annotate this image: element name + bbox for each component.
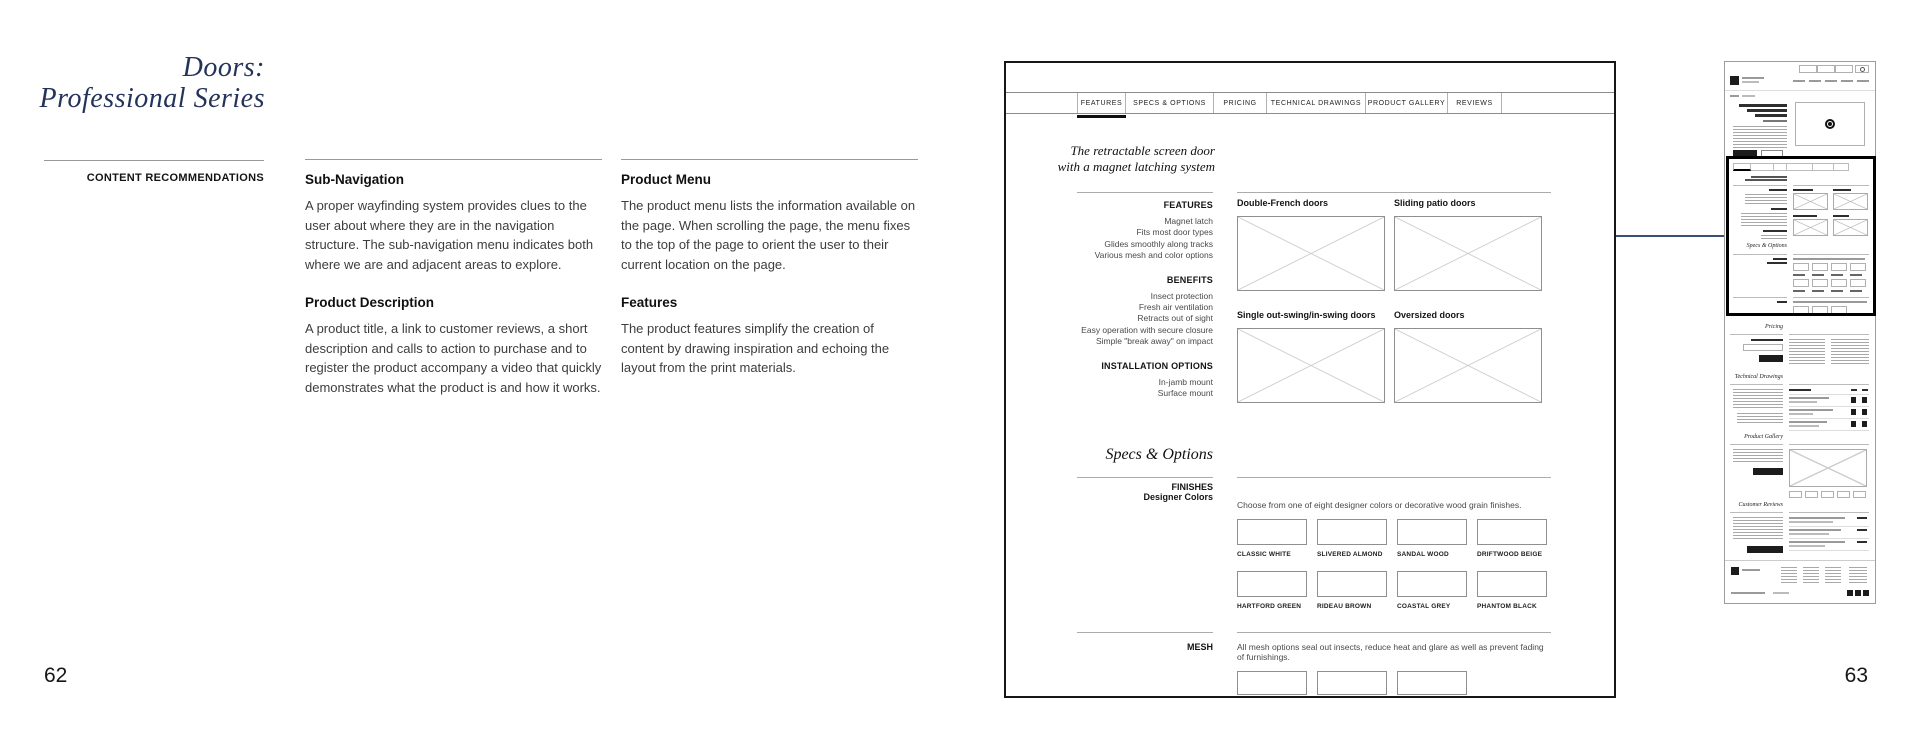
finishes-label: FINISHES xyxy=(1171,482,1213,492)
thumb-swatch-label xyxy=(1850,290,1862,292)
block-heading: Product Description xyxy=(305,295,435,310)
thumb-review-line xyxy=(1789,533,1829,535)
thumb-search-cell xyxy=(1855,65,1869,73)
door-types-grid xyxy=(1237,192,1551,417)
thumb-footer-column xyxy=(1803,567,1819,583)
swatch-box xyxy=(1317,571,1387,597)
thumb-logo-sub xyxy=(1742,81,1759,83)
thumb-rule xyxy=(1789,406,1869,407)
thumb-rule xyxy=(1793,185,1869,186)
mesh-swatch[interactable] xyxy=(1317,671,1387,695)
thumb-tab xyxy=(1733,163,1751,171)
color-swatch[interactable] xyxy=(1397,571,1467,610)
thumb-rule xyxy=(1730,384,1783,385)
feature-item: In-jamb mount xyxy=(1158,376,1213,387)
thumb-swatch xyxy=(1793,306,1809,314)
swatch-label: SLIVERED ALMOND xyxy=(1317,551,1383,558)
thumb-breadcrumb xyxy=(1742,95,1755,97)
thumb-row-line xyxy=(1789,397,1829,399)
rule xyxy=(1077,192,1213,193)
mesh-sidebar xyxy=(1006,632,1213,652)
thumb-nav-item xyxy=(1857,80,1869,82)
thumb-swatch-label xyxy=(1831,290,1843,292)
column-divider xyxy=(621,159,918,160)
thumb-swatch xyxy=(1850,263,1866,271)
thumb-tab xyxy=(1751,163,1774,171)
block-heading: Features xyxy=(621,295,678,310)
swatch-label: COASTAL GREY xyxy=(1397,603,1451,610)
swatch-label: DRIFTWOOD BEIGE xyxy=(1477,551,1543,558)
block-body: The product features simplify the creation of content by drawing inspiration and echoing the layout from the print materials. xyxy=(621,321,890,375)
page-title-line1: Doors: xyxy=(182,52,265,83)
door-type-cell xyxy=(1394,305,1542,403)
swatch-box xyxy=(1237,571,1307,597)
thumb-swatch-label xyxy=(1793,290,1805,292)
thumb-x-placeholder xyxy=(1793,193,1828,210)
thumb-group-heading xyxy=(1763,230,1787,232)
thumb-rule xyxy=(1725,90,1875,91)
thumb-rule xyxy=(1733,254,1787,255)
thumb-group-heading xyxy=(1769,189,1787,191)
thumb-swatch xyxy=(1831,263,1847,271)
thumb-x-placeholder xyxy=(1789,449,1867,487)
thumb-nav-item xyxy=(1793,80,1805,82)
thumb-footer-legal xyxy=(1773,592,1789,594)
group-heading: BENEFITS xyxy=(1166,274,1213,285)
thumb-label xyxy=(1767,262,1787,264)
thumb-swatch xyxy=(1812,279,1828,287)
thumb-swatch-label xyxy=(1793,274,1805,276)
door-type-cell xyxy=(1237,305,1385,403)
mesh-label: MESH xyxy=(1186,642,1213,652)
rule xyxy=(1237,632,1551,633)
swatch-row-2 xyxy=(1237,571,1551,610)
swatch-box xyxy=(1477,519,1547,545)
thumb-util-cell xyxy=(1799,65,1817,73)
thumb-gallery-thumb xyxy=(1837,491,1850,498)
thumb-row-line xyxy=(1789,409,1833,411)
tagline-line2: with a magnet latching system xyxy=(1057,159,1215,174)
color-swatch[interactable] xyxy=(1237,571,1307,610)
thumb-footer-logo xyxy=(1731,567,1739,575)
swatch-box xyxy=(1237,519,1307,545)
feature-item: Insect protection xyxy=(1150,290,1213,301)
thumb-rule xyxy=(1789,512,1869,513)
group-heading: FEATURES xyxy=(1163,200,1213,210)
rule xyxy=(1077,477,1213,478)
thumb-rule xyxy=(1789,430,1869,431)
feature-item: Retracts out of sight xyxy=(1137,313,1213,324)
specs-options-heading: Specs & Options xyxy=(1105,446,1213,463)
feature-item: Simple "break away" on impact xyxy=(1095,336,1213,347)
rule xyxy=(1077,632,1213,633)
swatch-label: HARTFORD GREEN xyxy=(1237,603,1302,610)
image-placeholder-x xyxy=(1394,216,1542,291)
thumb-list xyxy=(1745,194,1787,204)
door-type-label: Oversized doors xyxy=(1394,310,1465,320)
block-heading: Product Menu xyxy=(621,172,711,187)
x-placeholder-icon xyxy=(1238,329,1384,402)
block-body: A proper wayfinding system provides clues to the user about where they are in the navigation structure. The sub-navigation menu indicates both where we are and adjacent areas to explore. xyxy=(305,198,594,272)
download-icon xyxy=(1862,421,1867,427)
thumb-paragraph xyxy=(1733,449,1783,463)
thumb-rule xyxy=(1730,512,1783,513)
thumb-footer-logo-text xyxy=(1742,569,1760,571)
thumb-text-line xyxy=(1793,301,1867,303)
thumb-tab xyxy=(1813,163,1834,171)
product-tagline xyxy=(1006,143,1215,175)
thumb-row-line xyxy=(1789,413,1813,415)
swatch-label: RIDEAU BROWN xyxy=(1317,603,1372,610)
thumb-paragraph xyxy=(1733,389,1783,409)
swatch-box xyxy=(1397,571,1467,597)
column-divider xyxy=(305,159,602,160)
thumb-rule xyxy=(1789,334,1869,335)
thumb-swatch xyxy=(1831,279,1847,287)
thumb-table-header xyxy=(1789,389,1811,391)
thumb-door-label xyxy=(1793,215,1817,217)
thumb-gallery-thumb xyxy=(1789,491,1802,498)
thumb-list xyxy=(1761,235,1787,240)
page-number-right: 63 xyxy=(1844,664,1868,687)
color-swatch[interactable] xyxy=(1477,571,1547,610)
thumb-label xyxy=(1751,339,1783,341)
thumb-rule xyxy=(1725,560,1875,561)
color-swatch[interactable] xyxy=(1317,519,1387,558)
thumb-swatch xyxy=(1850,279,1866,287)
block-body: A product title, a link to customer reviews, a short description and calls to action to purchase and to register the product accompany a video that quickly demonstrates what the product is and how it works. xyxy=(305,321,602,395)
callout-connector-line xyxy=(1616,235,1726,237)
thumb-row-line xyxy=(1789,421,1827,423)
tab-reviews[interactable]: REVIEWS xyxy=(1447,93,1502,113)
thumb-group-heading xyxy=(1771,208,1787,210)
swatch-row-1 xyxy=(1237,519,1551,558)
thumb-x-placeholder xyxy=(1793,219,1828,236)
thumb-technical-heading: Technical Drawings xyxy=(1734,374,1783,380)
color-swatch[interactable] xyxy=(1237,519,1307,558)
thumb-hero-title xyxy=(1739,104,1787,107)
thumb-list xyxy=(1741,213,1787,226)
social-icon xyxy=(1847,590,1853,596)
thumb-row-line xyxy=(1789,425,1819,427)
download-icon xyxy=(1851,421,1856,427)
mesh-content xyxy=(1237,632,1551,698)
thumb-text-line xyxy=(1793,258,1865,260)
swatch-box xyxy=(1477,571,1547,597)
tab-product-gallery[interactable]: PRODUCT GALLERY xyxy=(1365,93,1447,113)
thumb-rule xyxy=(1730,334,1783,335)
thumb-swatch xyxy=(1793,263,1809,271)
block-body: The product menu lists the information available on the page. When scrolling the page, the menu fixes to the top of the page to orient the user to their current location on the page. xyxy=(621,198,916,272)
thumb-review-stars xyxy=(1857,529,1867,531)
door-type-cell xyxy=(1237,193,1385,291)
thumb-swatch xyxy=(1812,306,1828,314)
thumb-swatch-label xyxy=(1812,274,1824,276)
thumb-input xyxy=(1743,344,1783,351)
thumb-nav-item xyxy=(1825,80,1837,82)
thumb-review-line xyxy=(1789,521,1833,523)
thumb-rule xyxy=(1730,444,1783,445)
thumb-swatch xyxy=(1831,306,1847,314)
download-icon xyxy=(1851,397,1856,403)
color-swatch[interactable] xyxy=(1397,519,1467,558)
thumb-x-placeholder xyxy=(1833,193,1868,210)
tab-technical-drawings[interactable]: TECHNICAL DRAWINGS xyxy=(1266,93,1365,113)
thumb-tagline xyxy=(1751,176,1787,178)
play-button-dot xyxy=(1828,122,1832,126)
thumb-rule xyxy=(1789,538,1869,539)
section-label: CONTENT RECOMMENDATIONS xyxy=(86,172,264,184)
mesh-swatch-row xyxy=(1237,671,1551,695)
thumb-review-stars xyxy=(1857,517,1867,519)
rule xyxy=(1237,477,1551,478)
thumb-door-label xyxy=(1833,215,1849,217)
text-column-1 xyxy=(305,159,602,418)
feature-item: Fresh air ventilation xyxy=(1138,302,1213,313)
thumb-button xyxy=(1753,468,1783,475)
page-number-left: 62 xyxy=(44,664,68,687)
thumb-logo-text xyxy=(1742,77,1764,79)
thumb-footer-column xyxy=(1825,567,1841,583)
thumb-paragraph xyxy=(1789,339,1825,365)
swatch-box xyxy=(1397,519,1467,545)
thumb-logo-mark xyxy=(1730,76,1739,85)
page-title-line2: Professional Series xyxy=(39,83,265,114)
mesh-description: All mesh options seal out insects, reduce heat and glare as well as prevent fading of furnishings. xyxy=(1237,642,1544,662)
tab-pricing[interactable]: PRICING xyxy=(1213,93,1266,113)
thumb-paragraph xyxy=(1831,339,1869,365)
tagline-line1: The retractable screen door xyxy=(1070,143,1215,158)
thumb-button xyxy=(1759,355,1783,362)
search-icon xyxy=(1860,67,1865,72)
thumb-rule xyxy=(1789,394,1869,395)
mesh-swatch[interactable] xyxy=(1397,671,1467,695)
thumb-swatch-label xyxy=(1812,290,1824,292)
wireframe-mockup xyxy=(1004,61,1616,698)
thumb-table-header xyxy=(1851,389,1857,391)
thumb-hero-sub xyxy=(1763,120,1787,122)
thumb-breadcrumb xyxy=(1730,95,1739,97)
mesh-swatch[interactable] xyxy=(1237,671,1307,695)
thumb-door-label xyxy=(1833,189,1851,191)
download-icon xyxy=(1851,409,1856,415)
thumb-label xyxy=(1777,301,1787,303)
thumb-rule xyxy=(1793,254,1869,255)
designer-colors-label: Designer Colors xyxy=(1143,492,1213,502)
thumb-swatch-label xyxy=(1831,274,1843,276)
social-icon xyxy=(1855,590,1861,596)
thumb-review-line xyxy=(1789,529,1841,531)
thumb-swatch xyxy=(1793,279,1809,287)
thumb-x-placeholder xyxy=(1833,219,1868,236)
swatch-label: SANDAL WOOD xyxy=(1397,551,1449,558)
full-page-thumbnail xyxy=(1724,61,1876,604)
thumb-highlight-box xyxy=(1726,156,1876,316)
features-sidebar xyxy=(1006,192,1213,399)
thumb-paragraph xyxy=(1733,126,1787,148)
feature-item: Various mesh and color options xyxy=(1094,250,1213,261)
thumb-rule xyxy=(1733,297,1787,298)
finishes-content xyxy=(1237,477,1551,610)
x-placeholder-icon xyxy=(1238,217,1384,290)
thumb-review-line xyxy=(1789,545,1825,547)
door-type-cell xyxy=(1394,193,1542,291)
group-heading: INSTALLATION OPTIONS xyxy=(1101,360,1213,371)
thumb-tabbar xyxy=(1733,163,1849,171)
swatch-label: CLASSIC WHITE xyxy=(1237,551,1291,558)
thumb-swatch-label xyxy=(1850,274,1862,276)
thumb-gallery-thumb xyxy=(1805,491,1818,498)
feature-item: Glides smoothly along tracks xyxy=(1104,238,1213,249)
thumb-button xyxy=(1747,546,1783,553)
thumb-review-stars xyxy=(1857,541,1867,543)
x-placeholder-icon xyxy=(1395,329,1541,402)
door-type-label: Single out-swing/in-swing doors xyxy=(1237,310,1376,320)
thumb-row-line xyxy=(1789,401,1817,403)
color-swatch[interactable] xyxy=(1477,519,1547,558)
thumb-review-line xyxy=(1789,541,1845,543)
thumb-hero-title xyxy=(1755,114,1787,117)
download-icon xyxy=(1862,397,1867,403)
image-placeholder-x xyxy=(1394,328,1542,403)
section-divider xyxy=(44,160,264,161)
swatch-box xyxy=(1317,519,1387,545)
thumb-footer-legal xyxy=(1731,592,1765,594)
thumb-door-label xyxy=(1793,189,1813,191)
thumb-rule xyxy=(1789,550,1869,551)
thumb-footer-column xyxy=(1781,567,1797,583)
finishes-description: Choose from one of eight designer colors or decorative wood grain finishes. xyxy=(1237,500,1522,510)
swatch-label: PHANTOM BLACK xyxy=(1477,603,1537,610)
thumb-util-cell xyxy=(1835,65,1853,73)
thumb-rule xyxy=(1733,185,1787,186)
thumb-nav-item xyxy=(1841,80,1853,82)
image-placeholder-x xyxy=(1237,216,1385,291)
thumb-tab xyxy=(1774,163,1787,171)
thumb-specs-heading: Specs & Options xyxy=(1746,243,1787,249)
thumb-rule xyxy=(1789,444,1869,445)
thumb-swatch xyxy=(1812,263,1828,271)
x-placeholder-icon xyxy=(1395,217,1541,290)
feature-item: Surface mount xyxy=(1157,388,1213,399)
thumb-paragraph xyxy=(1737,413,1783,425)
thumb-hero-title xyxy=(1747,109,1787,112)
thumb-rule xyxy=(1789,384,1869,385)
thumb-nav-item xyxy=(1809,80,1821,82)
image-placeholder-x xyxy=(1237,328,1385,403)
feature-item: Easy operation with secure closure xyxy=(1081,324,1213,335)
wireframe-tabbar xyxy=(1006,92,1614,114)
door-type-label: Double-French doors xyxy=(1237,198,1329,208)
thumb-footer-column xyxy=(1849,567,1867,583)
social-icon xyxy=(1863,590,1869,596)
thumb-table-header xyxy=(1862,389,1868,391)
thumb-gallery-heading: Product Gallery xyxy=(1744,434,1783,440)
thumb-label xyxy=(1773,258,1787,260)
thumb-tab xyxy=(1787,163,1813,171)
thumb-rule xyxy=(1789,418,1869,419)
thumb-gallery-thumb xyxy=(1853,491,1866,498)
feature-item: Fits most door types xyxy=(1136,227,1213,238)
color-swatch[interactable] xyxy=(1317,571,1387,610)
text-column-2 xyxy=(621,159,918,399)
feature-item: Magnet latch xyxy=(1164,216,1213,226)
download-icon xyxy=(1862,409,1867,415)
thumb-reviews-heading: Customer Reviews xyxy=(1738,502,1783,508)
thumb-rule xyxy=(1789,526,1869,527)
thumb-pricing-heading: Pricing xyxy=(1765,324,1783,330)
page-title xyxy=(0,52,265,114)
door-type-label: Sliding patio doors xyxy=(1394,198,1476,208)
thumb-rule xyxy=(1793,297,1869,298)
block-heading: Sub-Navigation xyxy=(305,172,405,187)
thumb-tagline xyxy=(1745,179,1787,181)
tab-specs-options[interactable]: SPECS & OPTIONS xyxy=(1125,93,1213,113)
thumb-gallery-thumb xyxy=(1821,491,1834,498)
specs-sidebar xyxy=(1006,477,1213,502)
thumb-tab xyxy=(1834,163,1849,171)
thumb-review-line xyxy=(1789,517,1845,519)
tab-features[interactable]: FEATURES xyxy=(1077,93,1125,113)
thumb-util-cell xyxy=(1817,65,1835,73)
thumb-paragraph xyxy=(1733,517,1783,541)
